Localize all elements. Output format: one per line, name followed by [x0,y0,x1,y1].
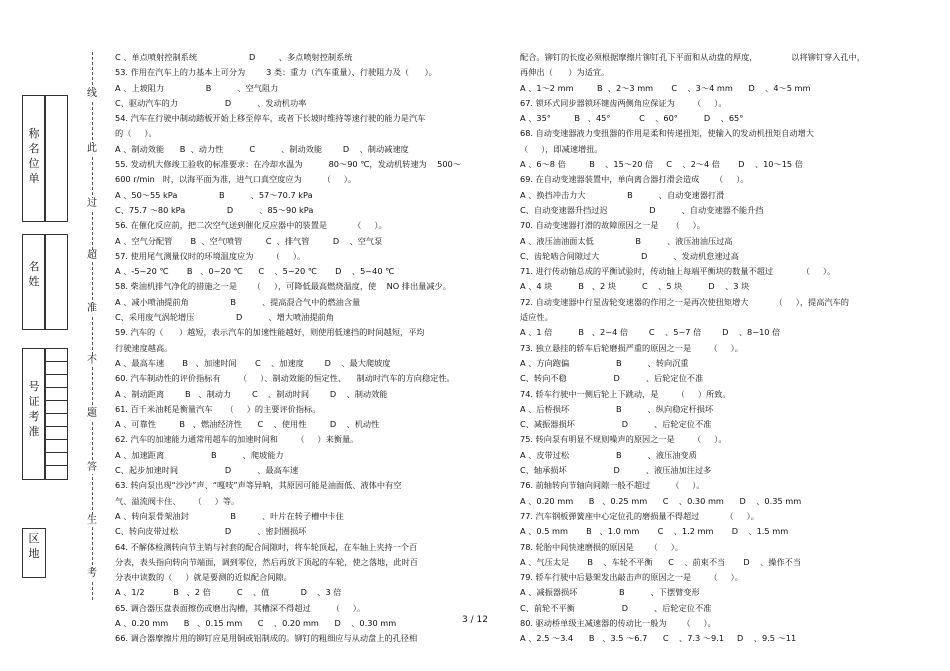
text-line: C、轴承损坏 D 、液压油加注过多 [520,465,712,476]
text-line: A 、0.20 mm B 、0.25 mm C 、0.30 mm D 、0.35 mm [520,495,802,506]
text-line: 适应性。 [520,312,553,323]
region-label: 区 地 [28,532,40,560]
exam-id-label: 号 证 考 准 [28,380,40,438]
text-line: C、减振器损坏 D 、后轮定位不准 [520,419,712,430]
text-line: 57. 使用尾气测量仪时的环境温度应为 （ ）。 [115,250,306,261]
unit-box [22,95,46,222]
text-line: A 、6～8 倍 B 、15～20 倍 C 、2～4 倍 D 、10～15 倍 [520,159,803,170]
text-line: A 、-5~20 ℃ B 、0~20 ℃ C 、5~20 ℃ D 、5~40 ℃ [115,266,395,277]
text-line: A 、空气分配管 B 、空气喷管 C 、排气管 D 、空气泵 [115,235,383,246]
text-line: 再伸出（ ）为适宜。 [520,67,610,78]
right-column [520,50,895,647]
text-line: A 、制动效能 B 、动力性 C 、制动效能 D 、制动减速度 [115,143,409,154]
text-line: A 、1～2 mm B 、2～3 mm C 、3～4 mm D 、4～5 mm [520,82,811,93]
region-box [22,528,46,578]
cut-char: 答 [87,462,97,473]
text-line: 78. 轮胎中间快速磨损的原因是 （ ）。 [520,541,683,552]
exam-id-box [22,348,46,480]
text-line: A 、皮带过松 B 、液压油变质 [520,449,697,460]
text-line: 72. 自动变速器中行星齿轮变速器的作用之一是再次使扭矩增大 （ ），提高汽车的 [520,296,849,307]
text-line: 分表中读数的（ ）就是要测的近似配合间隙。 [115,572,292,583]
text-line: 66. 调合器摩擦片用的铆钉应是用铜或铝制成的。铆钉的粗细应与从动盘上的孔径相 [115,633,418,644]
cut-char: 生 [87,515,97,526]
text-line: A 、制动距离 B 、制动力 C 、制动时间 D 、制动效能 [115,388,388,399]
name-box [22,234,46,330]
text-line: A 、方向跑偏 B 、转向沉重 [520,357,689,368]
text-line: 行驶速度越高。 [115,342,173,353]
text-line: 59. 汽车的（ ）越短，表示汽车的加速性能越好，则使用低速挡的时间越短，平均 [115,327,425,338]
text-line: 71. 进行传动轴总成的平衡试验时，传动轴上每端平衡块的数量不超过 （ ）。 [520,266,836,277]
text-line: 63. 转向泵出现“沙沙”声、“嘎吱”声等异响，其原因可能是油面低、液体中有空 [115,480,402,491]
text-line: 70. 自动变速器打滑的故障原因之一是 （ ）。 [520,220,705,231]
text-line: A 、2.5 ～3.4 B 、3.5 ～6.7 C 、7.3 ～9.1 D 、9.5 ～11 [520,633,797,644]
text-line: C、驱动汽车的力 D 、发动机功率 [115,97,307,108]
text-line: A 、加速距离 B 、爬坡能力 [115,449,284,460]
name-grid [44,234,68,330]
text-line: A 、减小喷油提前角 B 、提高混合气中的燃油含量 [115,296,361,307]
text-line: A 、1 倍 B 、2~4 倍 C 、5~7 倍 D 、8~10 倍 [520,327,781,338]
cut-char: 题 [87,408,97,419]
text-line: A 、35° B 、45° C 、60° D 、65° [520,113,744,124]
text-line: 67. 锁环式同步器锁环键齿两侧角应保证为 （ ）。 [520,97,727,108]
text-line: A 、可靠性 B 、燃油经济性 C 、使用性 D 、机动性 [115,419,380,430]
text-line: C 、单点喷射控制系统 D 、多点喷射控制系统 [115,52,353,62]
text-line: 600 r/min 时，以海平面为准，进气口真空度应为 （ ）。 [115,174,357,185]
unit-grid [44,95,68,222]
text-line: 61. 百千米油耗是衡量汽车 （ ）的主要评价指标。 [115,403,321,414]
text-line: C、转向不稳 D 、后轮定位不准 [520,373,704,384]
text-line: A 、液压油油面太低 B 、液压油油压过高 [520,235,733,246]
text-line: A 、4 块 B 、2 块 C 、5 块 D 、3 块 [520,281,750,292]
text-line: 配合。铆钉的长度必须根据摩擦片铆钉孔下平面和从动盘的厚度， 以将铆钉穿入孔中， [520,52,865,62]
text-line: C、起步加速时间 D 、最高车速 [115,465,299,476]
text-line: A 、1/2 B 、2 倍 C 、值 D 、3 倍 [115,587,342,598]
text-line: 分表，表头指向转向节端面，调到零位，然后再放下顶起的车轮，使之落地，此时百 [115,556,418,567]
cut-char: 此 [87,143,97,154]
text-line: 62. 汽车的加速能力通常用超车的加速时间和 （ ）来衡量。 [115,434,359,445]
text-line: 56. 在催化反应前，把二次空气送到催化反应器中的装置是 （ ）。 [115,220,387,231]
cut-char: 不 [87,355,97,366]
text-line: 75. 转向泵有明显不规则噪声的原因之一是 （ ）。 [520,434,727,445]
text-line: 73. 独立悬挂的轿车后轮磨损严重的原因之一是 （ ）。 [520,342,743,353]
cut-char: 考 [87,568,97,579]
cut-char: 准 [87,303,97,314]
text-line: A 、上坡阻力 B 、空气阻力 [115,82,279,93]
text-line: A 、最高车速 B 、加速时间 C 、加速度 D 、最大爬坡度 [115,357,391,368]
text-line: A 、换挡冲击力大 B 、自动变速器打滑 [520,189,725,200]
text-line: 64. 不解体检测转向节主销与衬套的配合间隙时，将车轮顶起，在车轴上夹持一个百 [115,541,418,552]
unit-label: 称 名 位 单 [28,127,40,185]
cut-char: 超 [87,250,97,261]
name-label: 名 姓 [28,260,40,288]
text-line: C、75.7 ～80 kPa D 、85～90 kPa [115,204,314,215]
text-line: 气、溢流阀卡住、 （ ）等。 [115,495,240,506]
text-line: 80. 驱动桥单级主减速器的传动比一般为 （ ）。 [520,617,716,628]
text-line: A 、气压太足 B 、车轮不平衡 C 、前束不当 D 、操作不当 [520,556,802,567]
left-column [115,50,475,647]
text-line: （ ），即减速增扭。 [520,143,603,154]
text-line: A 、后桥损坏 B 、纵向稳定杆损坏 [520,403,714,414]
text-line: 77. 汽车钢板弹簧座中心定位孔的磨损量不得超过 （ ）。 [520,510,759,521]
text-line: 69. 在自动变速器装置中，单向离合器打滑会造成 （ ）。 [520,174,749,185]
text-line: A 、0.20 mm B 、0.15 mm C 、0.20 mm D 、0.30 mm [115,617,397,628]
cut-char: 线 [87,88,97,99]
cut-char: 过 [87,198,97,209]
text-line: A 、减振器损坏 B 、下摆臂变形 [520,587,700,598]
text-line: C、采用废气涡轮增压 D 、增大喷油提前角 [115,312,334,323]
exam-id-grid [44,348,68,480]
page-number: 3 / 12 [462,615,488,625]
text-line: 53. 作用在汽车上的力基本上可分为 3 类：重力（汽车重量）、行驶阻力及（ ）。 [115,67,437,78]
text-line: A 、转向泵骨架油封 B 、叶片在转子槽中卡住 [115,510,344,521]
text-line: 79. 轿车行驶中后悬架发出敲击声的原因之一是 （ ）。 [520,572,743,583]
text-line: C、自动变速器升挡过迟 D 、自动变速器不能升挡 [520,204,764,215]
text-line: 76. 前轴转向节轴向间隙一般不超过 （ ）。 [520,480,705,491]
text-line: 74. 轿车行驶中一侧后轮上下跳动，是 （ ）所致。 [520,388,731,399]
text-line: C、齿轮啮合间隙过大 D 、发动机怠速过高 [520,250,739,261]
text-line: 58. 柴油机排气净化的措施之一是 （ ），可降低最高燃烧温度，使 NO 排出量减少。 [115,281,451,292]
text-line: 65. 调合器压盘表面擦伤或磨出沟槽，其槽深不得超过 （ ）。 [115,602,366,613]
text-line: C、前轮不平衡 D 、后轮定位不准 [520,602,712,613]
text-line: 55. 发动机大修竣工验收的标准要求：在冷却水温为 80～90 ℃，发动机转速为 500～ [115,159,461,170]
text-line: A 、50～55 kPa B 、57～70.7 kPa [115,189,313,200]
text-line: 54. 汽车在行驶中制动踏板开始上移至停车，或者下长坡时维持等速行驶的能力是汽车 [115,113,426,124]
text-line: A 、0.5 mm B 、1.0 mm C 、1.2 mm D 、1.5 mm [520,526,789,537]
text-line: C、转向皮带过松 D 、密封圈损坏 [115,526,307,537]
text-line: 68. 自动变速器液力变扭器的作用是柔和传递扭矩，使输入的发动机扭矩自动增大 [520,128,814,139]
text-line: 60. 汽车制动性的评价指标有 （ ）、制动效能的恒定性、 制动时汽车的方向稳定性。 [115,373,455,384]
text-line: 的（ ）。 [115,128,157,139]
